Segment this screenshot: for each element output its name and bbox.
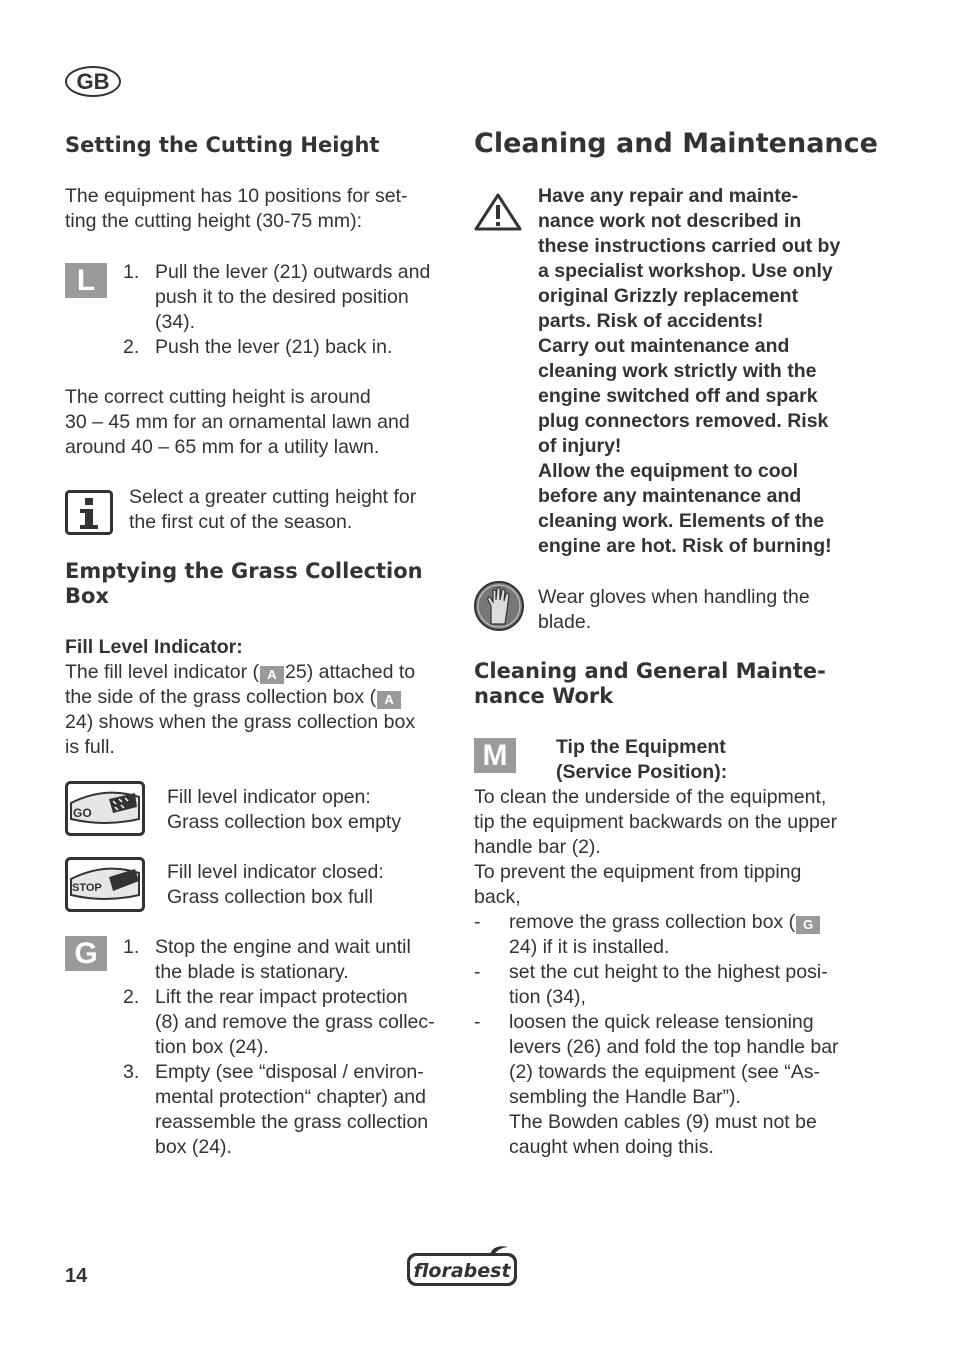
info-icon bbox=[65, 490, 113, 535]
info-note: Select a greater cutting height for the first cut of the season. bbox=[129, 486, 417, 533]
gloves-icon bbox=[474, 580, 524, 632]
svg-text:GO: GO bbox=[73, 806, 92, 820]
gloves-note: Wear gloves when handling the blade. bbox=[538, 586, 810, 633]
steps-list bbox=[123, 935, 458, 1160]
instructions-list bbox=[474, 910, 864, 1160]
list-item: 3. Empty (see “disposal / environ- mental protection“ chapter) and reassemble the grass collection box (24). bbox=[123, 1061, 429, 1158]
warning-text: Have any repair and mainte- nance work not described in these instructions carried out by a specialist workshop. Use only original Grizzly replacement parts. Risk of accidents! Carry out maintenance and cleaning work strictly with the engine switched off and spark plug connectors removed. Risk of injury! Allow the equipment to cool before any maintenance and cleaning work. Elements of the engine are hot. Risk of burning! bbox=[538, 185, 841, 557]
paragraph: The equipment has 10 positions for set- ting the cutting height (30-75 mm): bbox=[65, 185, 408, 232]
indicator-closed-text: Fill level indicator closed: Grass collection box full bbox=[167, 861, 384, 908]
list-item: 1. Stop the engine and wait until the blade is stationary. bbox=[123, 936, 411, 983]
steps-list bbox=[123, 260, 453, 360]
list-item: 2. Push the lever (21) back in. bbox=[123, 336, 393, 358]
section-title-cutting-height: Setting the Cutting Height bbox=[65, 133, 380, 157]
section-title-emptying: Emptying the Grass Collection Box bbox=[65, 559, 423, 608]
figure-label-m: M bbox=[474, 738, 516, 773]
figure-ref-a: A bbox=[377, 691, 401, 709]
fill-level-paragraph: Fill Level Indicator: The fill level indicator ( A 25) attached to the side of the grass collection box ( A 24) shows when the grass collection box is full. bbox=[65, 636, 416, 758]
figure-label-l: L bbox=[65, 263, 107, 298]
figure-label-g: G bbox=[65, 936, 107, 971]
page-number: 14 bbox=[65, 1265, 88, 1287]
indicator-open-text: Fill level indicator open: Grass collection box empty bbox=[167, 786, 402, 833]
list-item: 1. Pull the lever (21) outwards and push it to the desired position (34). bbox=[123, 261, 431, 333]
list-item: - remove the grass collection box ( G 24) if it is installed. bbox=[474, 910, 864, 960]
svg-text:STOP: STOP bbox=[72, 882, 102, 894]
list-item: 2. Lift the rear impact protection (8) and remove the grass collec- tion box (24). bbox=[123, 986, 435, 1058]
figure-ref-g: G bbox=[796, 916, 820, 934]
page-title: Cleaning and Maintenance bbox=[474, 128, 878, 159]
svg-text:florabest: florabest bbox=[413, 1260, 511, 1282]
stop-indicator-icon bbox=[65, 857, 145, 912]
section-title-general-maintenance: Cleaning and General Mainte- nance Work bbox=[474, 659, 826, 708]
warning-icon bbox=[474, 192, 522, 232]
brand-logo bbox=[404, 1244, 520, 1290]
go-indicator-icon bbox=[65, 781, 145, 836]
paragraph: To clean the underside of the equipment, tip the equipment backwards on the upper handle bar (2). To prevent the equipment from tipping back, bbox=[474, 786, 838, 908]
language-badge: GB bbox=[65, 66, 121, 97]
tip-heading: Tip the Equipment (Service Position): bbox=[556, 736, 728, 783]
figure-ref-a: A bbox=[260, 666, 284, 684]
paragraph: The correct cutting height is around 30 – 45 mm for an ornamental lawn and around 40 – 65 mm for a utility lawn. bbox=[65, 386, 410, 458]
list-item: - set the cut height to the highest posi- tion (34), bbox=[474, 961, 828, 1008]
list-item: - loosen the quick release tensioning levers (26) and fold the top handle bar (2) towards the equipment (see “As- sembling the Handle Bar”). The Bowden cables (9) must not be caught when doing this. bbox=[474, 1011, 839, 1158]
